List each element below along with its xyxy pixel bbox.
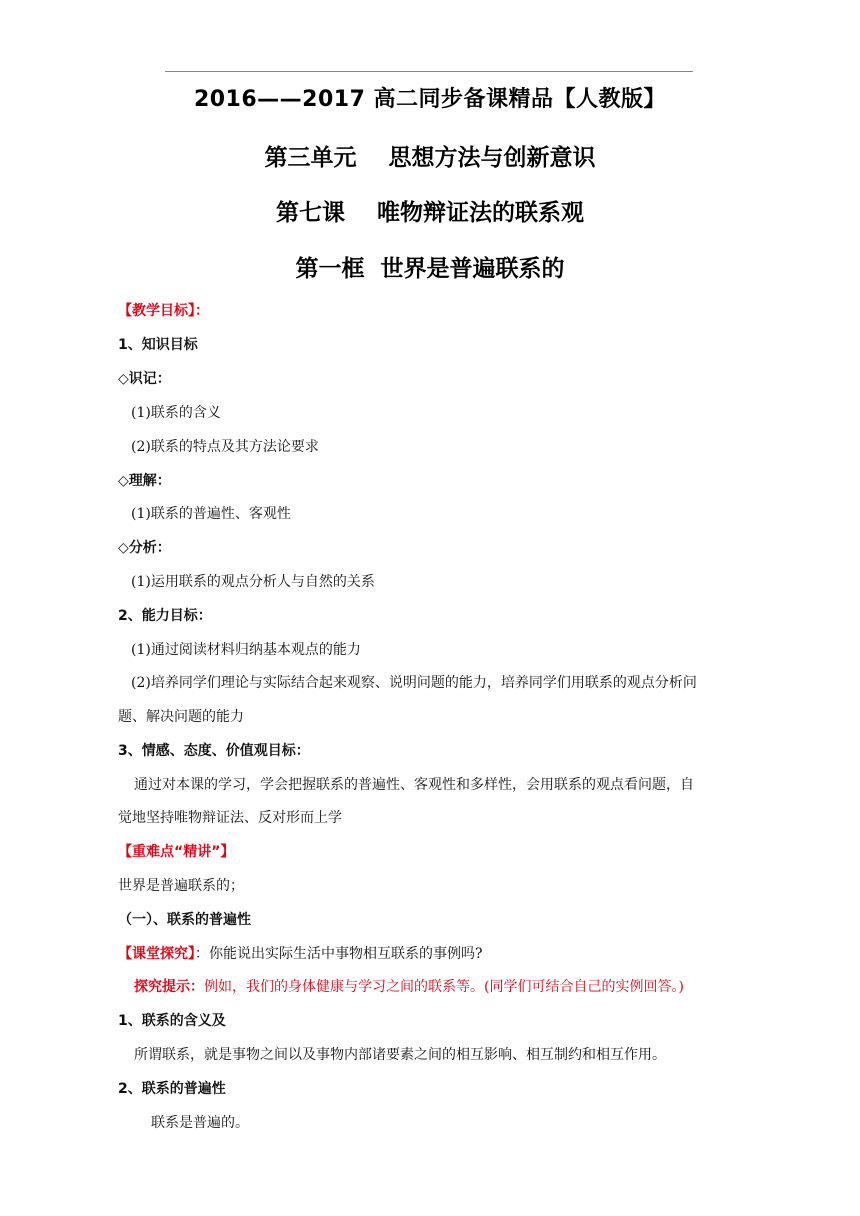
analyze-heading: ◇分析： xyxy=(118,540,171,556)
lesson-title: 第七课 唯物辩证法的联系观 xyxy=(275,200,585,226)
emotion-item-continued: 觉地坚持唯物辩证法、反对形而上学 xyxy=(118,810,342,826)
unit-title: 第三单元 思想方法与创新意识 xyxy=(264,145,596,171)
explore-label: 【课堂探究】 xyxy=(118,946,195,962)
memorize-item: (2)联系的特点及其方法论要求 xyxy=(131,439,319,455)
subsection-heading: 1、联系的含义及 xyxy=(118,1013,226,1029)
ability-item-continued: 题、解决问题的能力 xyxy=(118,709,244,725)
header-rule xyxy=(165,71,693,72)
objectives-heading: 【教学目标】： xyxy=(118,303,209,319)
ability-item: (1)通过阅读材料归纳基本观点的能力 xyxy=(131,642,361,658)
section-heading: （一）、联系的普遍性 xyxy=(118,912,251,928)
explore-text: ：你能说出实际生活中事物相互联系的事例吗? xyxy=(195,946,483,962)
document-title: 2016——2017 高二同步备课精品【人教版】 xyxy=(193,87,667,112)
understand-item: (1)联系的普遍性、客观性 xyxy=(131,506,291,522)
memorize-heading: ◇识记： xyxy=(118,371,171,387)
universality-text: 联系是普遍的。 xyxy=(151,1115,249,1131)
section-title: 第一框 世界是普遍联系的 xyxy=(295,256,565,282)
emotion-goal-heading: 3、情感、态度、价值观目标： xyxy=(118,743,310,759)
ability-goal-heading: 2、能力目标： xyxy=(118,608,212,624)
explore-paragraph xyxy=(118,943,483,963)
understand-heading: ◇理解： xyxy=(118,473,171,489)
subsection-heading: 2、联系的普遍性 xyxy=(118,1081,226,1097)
definition-text: 所谓联系，就是事物之间以及事物内部诸要素之间的相互影响、相互制约和相互作用。 xyxy=(134,1047,666,1063)
keypoints-heading: 【重难点“精讲”】 xyxy=(118,844,235,860)
hint-label: 探究提示： xyxy=(134,979,204,995)
hint-paragraph xyxy=(134,976,684,996)
ability-item: (2)培养同学们理论与实际结合起来观察、说明问题的能力，培养同学们用联系的观点分析问 xyxy=(131,675,697,691)
hint-text: 例如，我们的身体健康与学习之间的联系等。(同学们可结合自己的实例回答。) xyxy=(204,979,684,995)
analyze-item: (1)运用联系的观点分析人与自然的关系 xyxy=(131,574,375,590)
memorize-item: (1)联系的含义 xyxy=(131,405,221,421)
keypoints-text: 世界是普遍联系的； xyxy=(118,878,244,894)
knowledge-goal-heading: 1、知识目标 xyxy=(118,337,198,353)
emotion-item: 通过对本课的学习，学会把握联系的普遍性、客观性和多样性，会用联系的观点看问题，自 xyxy=(134,777,694,793)
